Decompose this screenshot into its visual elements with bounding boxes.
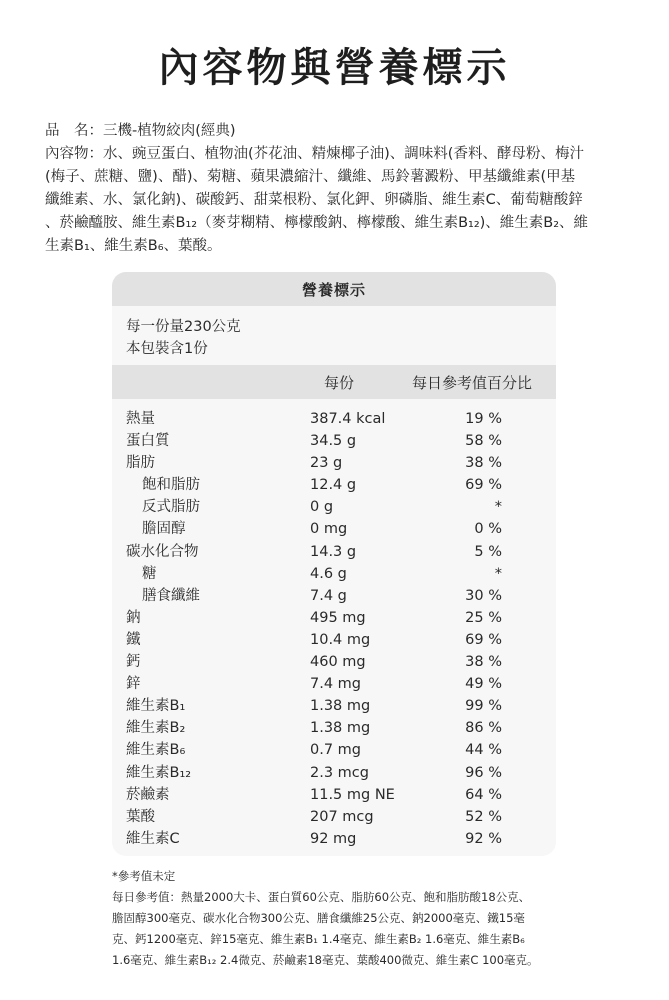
nutrition-row xyxy=(112,762,556,784)
footnote-line: 每日參考值：熱量2000大卡、蛋白質60公克、脂肪60公克、飽和脂肪酸18公克、 xyxy=(112,890,531,904)
nutrient-daily-pct: 52 % xyxy=(465,808,502,825)
nutrient-amount: 1.38 mg xyxy=(310,720,371,737)
nutrient-name: 維生素B₂ xyxy=(126,720,186,737)
nutrient-amount: 7.4 mg xyxy=(310,676,361,693)
footnote-line: 1.6毫克、維生素B₁₂ 2.4微克、菸鹼素18毫克、葉酸400微克、維生素C 100毫克。 xyxy=(112,953,539,967)
nutrient-amount: 34.5 g xyxy=(310,433,357,450)
nutrient-amount: 12.4 g xyxy=(310,477,357,494)
nutrition-row xyxy=(112,496,556,518)
footnote-line: *參考值未定 xyxy=(112,869,176,883)
ingredients-line: 生素B₁、維生素B₆、葉酸。 xyxy=(45,238,222,254)
ingredients-line: 纖維素、水、氯化鈉)、碳酸鈣、甜菜根粉、氯化鉀、卵磷脂、維生素C、葡萄糖酸鋅 xyxy=(45,192,583,208)
nutrition-row xyxy=(112,518,556,540)
nutrient-name: 飽和脂肪 xyxy=(142,477,200,494)
nutrition-row xyxy=(112,828,556,850)
nutrition-row xyxy=(112,739,556,761)
nutrient-amount: 10.4 mg xyxy=(310,631,371,648)
footnote-line: 膽固醇300毫克、碳水化合物300公克、膳食纖維25公克、鈉2000毫克、鐵15毫 xyxy=(112,911,525,925)
nutrition-row xyxy=(112,607,556,629)
nutrient-name: 膽固醇 xyxy=(142,521,186,538)
nutrient-daily-pct: 69 % xyxy=(465,631,502,648)
nutrient-daily-pct: 19 % xyxy=(465,411,502,427)
nutrient-amount: 7.4 g xyxy=(310,587,347,604)
nutrient-name: 維生素B₁ xyxy=(126,698,186,715)
nutrient-name: 維生素B₁₂ xyxy=(126,764,192,781)
footnote-line: 克、鈣1200毫克、鋅15毫克、維生素B₁ 1.4毫克、維生素B₂ 1.6毫克、維生素B₆ xyxy=(112,932,525,946)
nutrient-name: 熱量 xyxy=(126,411,155,427)
nutrient-amount: 1.38 mg xyxy=(310,698,371,715)
nutrition-row xyxy=(112,717,556,739)
ingredients-line: 、菸鹼醯胺、維生素B₁₂（麥芽糊精、檸檬酸鈉、檸檬酸、維生素B₁₂)、維生素B₂、維 xyxy=(45,215,589,231)
nutrient-daily-pct: 44 % xyxy=(465,742,502,759)
nutrient-amount: 0.7 mg xyxy=(310,742,361,759)
nutrient-daily-pct: 5 % xyxy=(474,543,502,560)
page-title: 內容物與營養標示 xyxy=(158,44,511,91)
nutrient-amount: 0 mg xyxy=(310,521,348,538)
nutrient-amount: 11.5 mg NE xyxy=(310,786,395,803)
nutrient-amount: 2.3 mcg xyxy=(310,764,369,781)
nutrition-row xyxy=(112,563,556,585)
nutrient-daily-pct: 25 % xyxy=(465,609,502,626)
nutrient-daily-pct: 0 % xyxy=(474,521,502,538)
nutrition-row xyxy=(112,585,556,607)
nutrient-amount: 92 mg xyxy=(310,830,357,847)
nutrient-daily-pct: 49 % xyxy=(465,676,502,693)
nutrient-name: 葉酸 xyxy=(126,808,155,825)
nutrition-panel xyxy=(112,272,556,856)
nutrient-daily-pct: 86 % xyxy=(465,720,502,737)
nutrient-amount: 495 mg xyxy=(310,609,366,626)
nutrient-daily-pct: 30 % xyxy=(465,587,502,604)
nutrient-name: 鐵 xyxy=(126,631,141,648)
nutrient-daily-pct: * xyxy=(494,565,502,582)
nutrient-daily-pct: 38 % xyxy=(465,654,502,671)
nutrient-amount: 23 g xyxy=(310,455,343,472)
serving-size: 每一份量230公克 xyxy=(126,319,241,335)
nutrient-amount: 207 mcg xyxy=(310,808,374,825)
product-name-line: 品 名：三機-植物絞肉(經典) xyxy=(45,123,236,139)
nutrient-daily-pct: 92 % xyxy=(465,830,502,847)
nutrient-daily-pct: 96 % xyxy=(465,764,502,781)
nutrient-daily-pct: 38 % xyxy=(465,455,502,472)
nutrient-name: 反式脂肪 xyxy=(142,499,200,516)
nutrient-name: 糖 xyxy=(142,565,157,582)
nutrition-rows xyxy=(112,408,556,850)
col-per-serving: 每份 xyxy=(324,374,355,392)
column-header xyxy=(112,365,556,399)
nutrition-heading: 營養標示 xyxy=(112,272,556,306)
nutrition-row xyxy=(112,784,556,806)
nutrient-amount: 14.3 g xyxy=(310,543,357,560)
ingredients-block xyxy=(45,120,630,258)
nutrient-amount: 387.4 kcal xyxy=(310,411,386,427)
nutrient-amount: 4.6 g xyxy=(310,565,347,582)
nutrient-name: 碳水化合物 xyxy=(126,543,199,560)
nutrition-row xyxy=(112,430,556,452)
nutrition-row xyxy=(112,629,556,651)
nutrient-name: 鋅 xyxy=(126,676,141,693)
servings-per-pack: 本包裝含1份 xyxy=(126,341,208,357)
nutrient-daily-pct: 64 % xyxy=(465,786,502,803)
nutrient-amount: 460 mg xyxy=(310,654,366,671)
serving-info xyxy=(112,306,556,360)
nutrient-name: 蛋白質 xyxy=(126,433,170,450)
nutrient-amount: 0 g xyxy=(310,499,334,516)
ingredients-line: 內容物：水、豌豆蛋白、植物油(芥花油、精煉椰子油)、調味料(香料、酵母粉、梅汁 xyxy=(45,146,584,162)
nutrition-row xyxy=(112,806,556,828)
nutrient-name: 脂肪 xyxy=(126,455,155,472)
col-daily-pct: 每日參考值百分比 xyxy=(412,374,533,392)
nutrient-name: 維生素C xyxy=(126,830,180,847)
nutrient-name: 維生素B₆ xyxy=(126,742,186,759)
nutrition-row xyxy=(112,408,556,430)
nutrition-row xyxy=(112,452,556,474)
nutrient-name: 鈣 xyxy=(126,654,141,671)
nutrient-name: 膳食纖維 xyxy=(142,587,200,604)
footnotes xyxy=(112,866,572,971)
nutrient-name: 菸鹼素 xyxy=(126,786,170,803)
nutrition-row xyxy=(112,673,556,695)
nutrition-row xyxy=(112,474,556,496)
nutrient-daily-pct: * xyxy=(494,499,502,516)
nutrient-name: 鈉 xyxy=(126,609,141,626)
nutrient-daily-pct: 69 % xyxy=(465,477,502,494)
nutrition-row xyxy=(112,695,556,717)
nutrition-row xyxy=(112,541,556,563)
nutrition-row xyxy=(112,651,556,673)
nutrient-daily-pct: 99 % xyxy=(465,698,502,715)
nutrient-daily-pct: 58 % xyxy=(465,433,502,450)
ingredients-line: (梅子、蔗糖、鹽)、醋)、菊糖、蘋果濃縮汁、纖維、馬鈴薯澱粉、甲基纖維素(甲基 xyxy=(45,169,576,185)
